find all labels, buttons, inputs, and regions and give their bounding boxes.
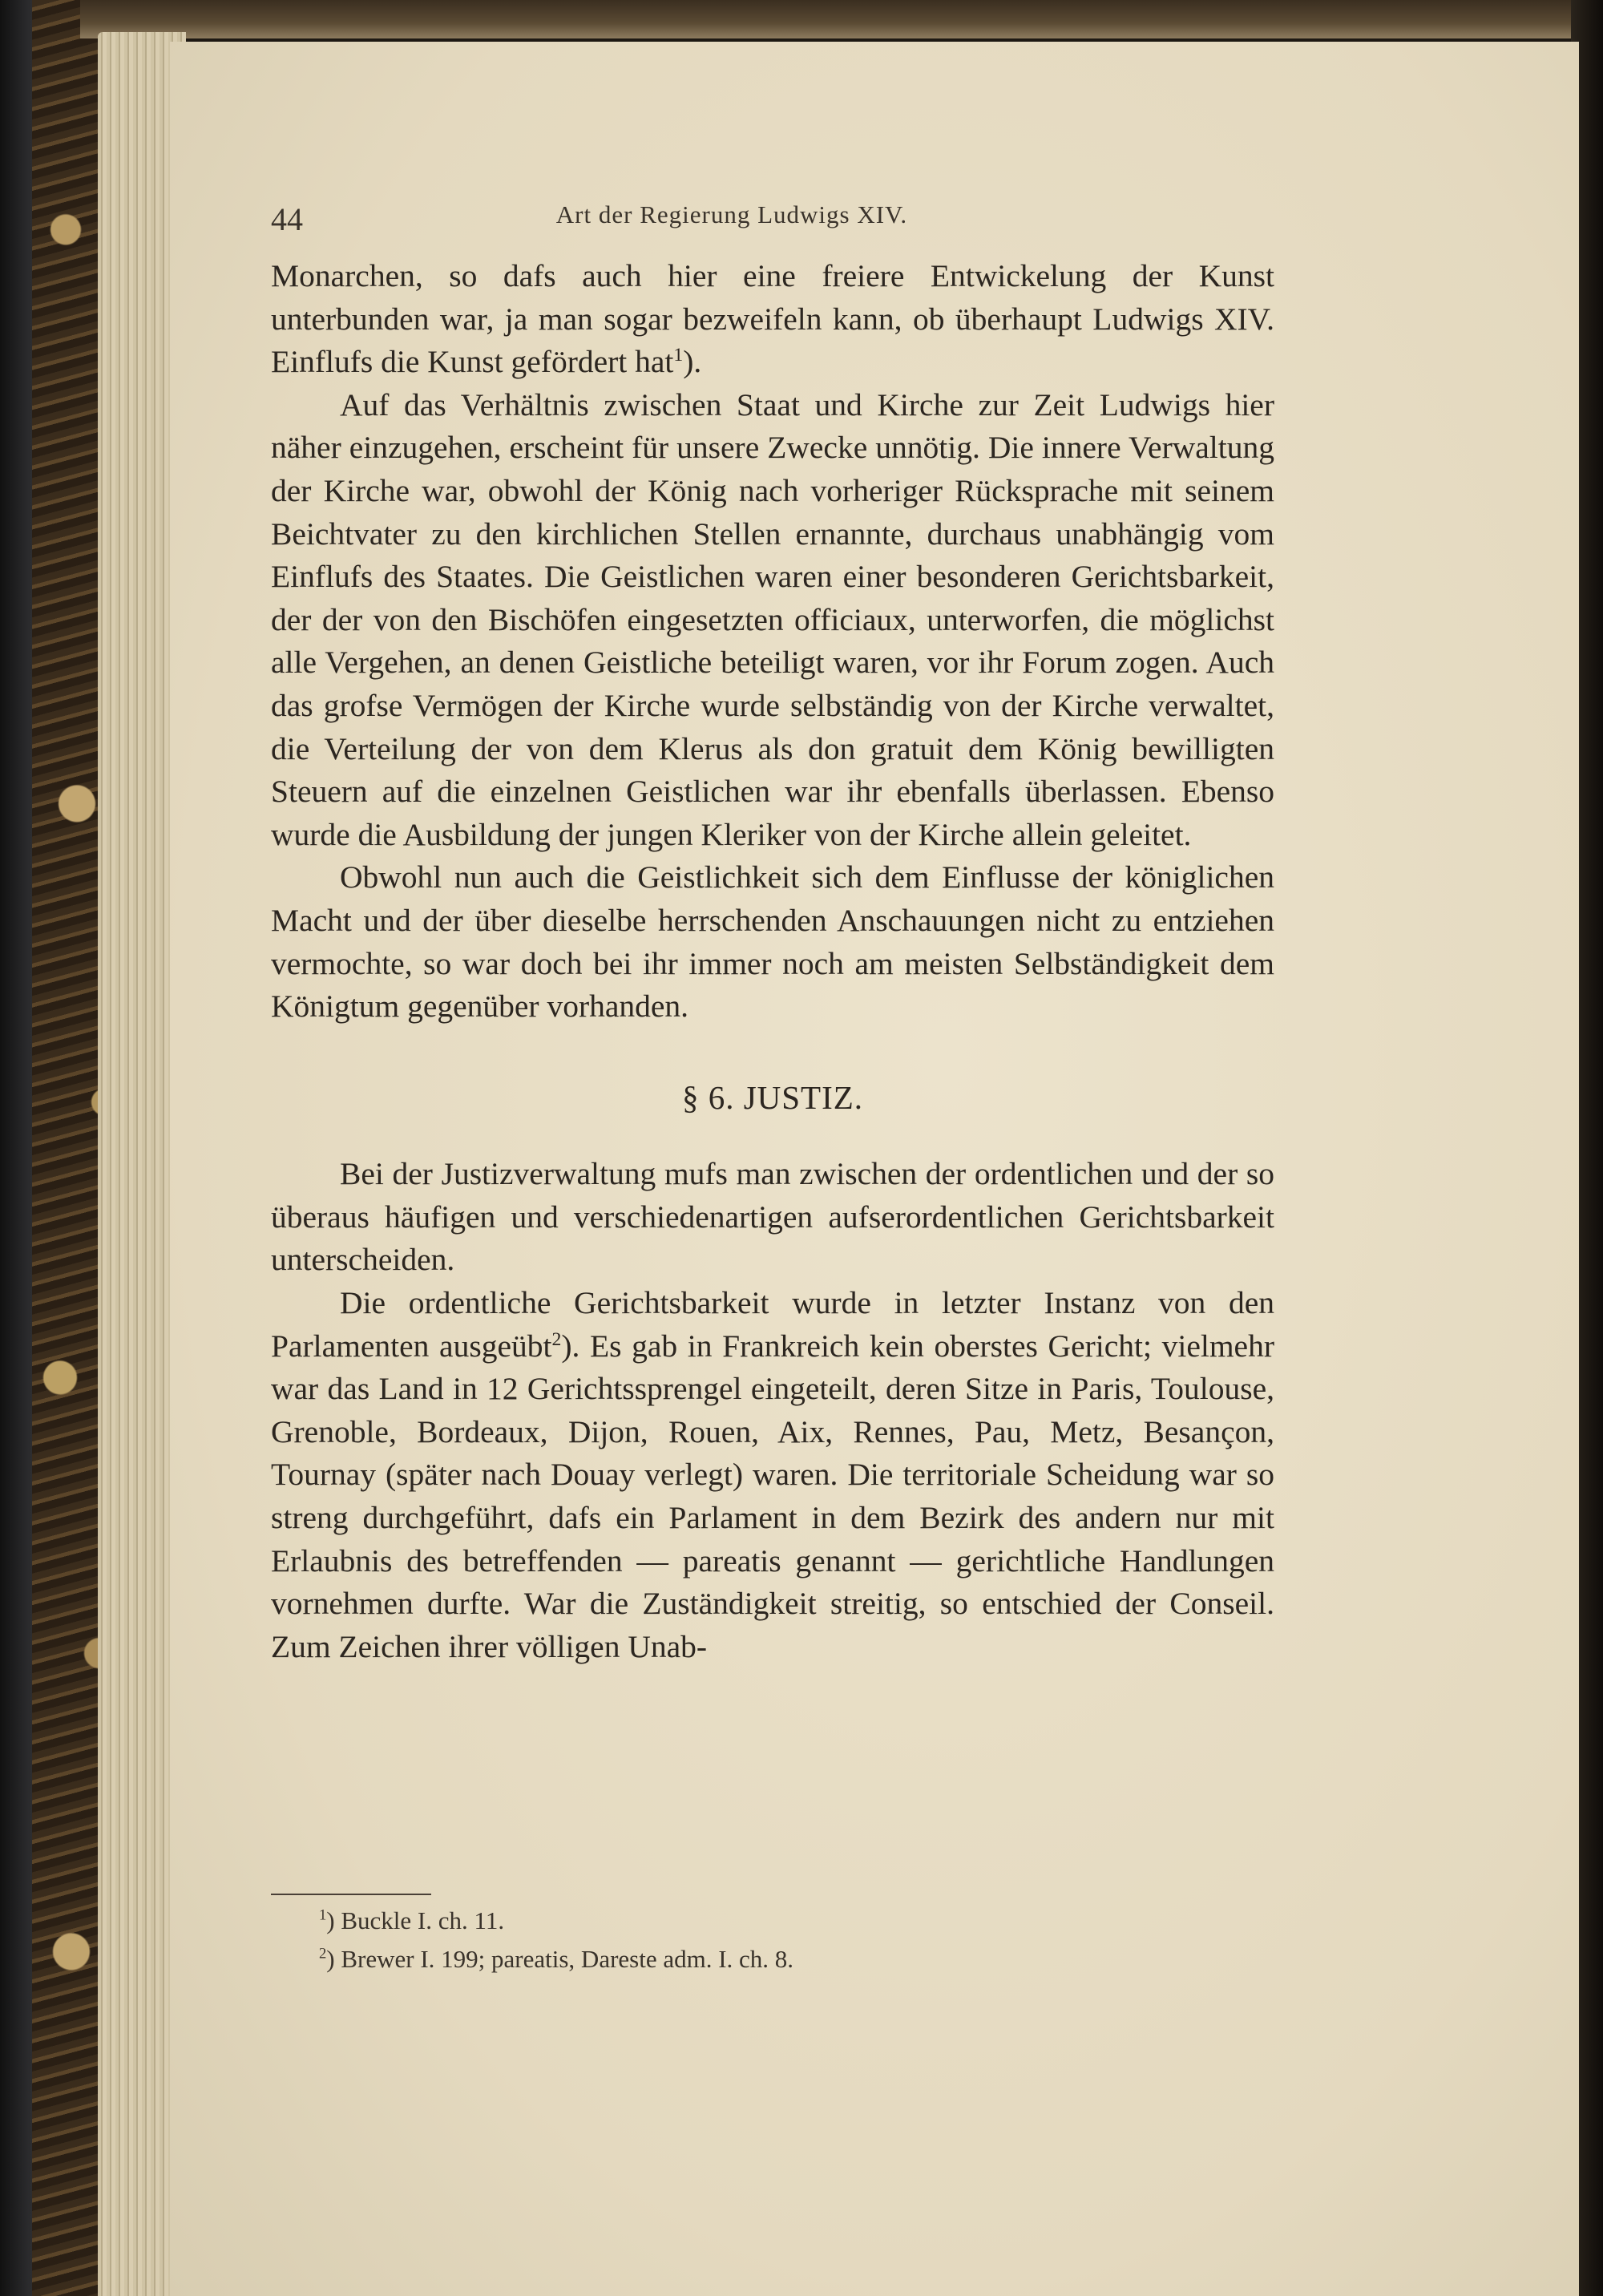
footnote-ref-2: 2 xyxy=(551,1328,562,1350)
running-title: Art der Regierung Ludwigs XIV. xyxy=(555,200,908,228)
body-text xyxy=(271,255,1274,1668)
paragraph-5: Die ordentliche Gerichtsbarkeit wurde in letzter Instanz von den Parlamenten ausgeübt$^2$). Es gab in Frankreich kein oberstes Gericht; vielmehr war das Land in 12 Gerichtssprengel eingeteilt, deren Sitze in Paris, Toulouse, Grenoble, Bordeaux, Dijon, Rouen, Aix, Rennes, Pau, Metz, Besançon, Tournay (später nach Douay verlegt) waren. Die territoriale Scheidung war so streng durchgeführt, dafs ein Parlament in dem Bezirk des andern nur mit Erlaubnis des betreffenden — pareatis genannt — gerichtliche Handlungen vornehmen durfte. War die Zuständigkeit streitig, so entschied der Conseil. Zum Zeichen ihrer völligen Unab- xyxy=(271,1285,1274,1664)
footnote-2: $^2$) Brewer I. 199; pareatis, Dareste adm. I. ch. 8. xyxy=(319,1945,794,1973)
page-number: 44 xyxy=(271,201,303,237)
section-heading: § 6. JUSTIZ. xyxy=(681,1078,864,1116)
top-page-edge xyxy=(80,0,1579,38)
footnote-divider xyxy=(271,1894,431,1895)
paragraph-3: Obwohl nun auch die Geistlichkeit sich dem Einflusse der königlichen Macht und der über dieselbe herrschenden Anschauungen nicht zu entziehen vermochte, so war doch bei ihr immer noch am meisten Selbständigkeit dem Königtum gegenüber vorhanden. xyxy=(271,859,1274,1025)
paragraph-2: Auf das Verhältnis zwischen Staat und Kirche zur Zeit Ludwigs hier näher einzugehen, erscheint für unsere Zwecke unnötig. Die innere Verwaltung der Kirche war, obwohl der König nach vorheriger Rücksprache mit seinem Beichtvater zu den kirchlichen Stellen ernannte, durchaus unabhängig vom Einflufs des Staates. Die Geistlichen waren einer besonderen Gerichtsbarkeit, der der von den Bischöfen eingesetzten officiaux, unterworfen, die möglichst alle Vergehen, an denen Geistliche beteiligt waren, vor ihr Forum zogen. Auch das grofse Vermögen der Kirche wurde selbständig von der Kirche verwaltet, die Verteilung der von dem Klerus als don gratuit dem König bewilligten Steuern auf die einzelnen Geistlichen war ihr ebenfalls überlassen. Ebenso wurde die Ausbildung der jungen Kleriker von der Kirche allein geleitet. xyxy=(271,386,1274,852)
footnotes xyxy=(319,1902,1241,1979)
paragraph-4: Bei der Justizverwaltung mufs man zwischen der ordentlichen und der so überaus häufigen und verschiedenartigen aufserordentlichen Gerichtsbarkeit unterscheiden. xyxy=(271,1156,1274,1278)
page-header xyxy=(271,191,1193,239)
paragraph-1: Monarchen, so dafs auch hier eine freiere Entwickelung der Kunst unterbunden war, ja man sogar bezweifeln kann, ob überhaupt Ludwigs XIV. Einflufs die Kunst gefördert hat$^1$). xyxy=(271,258,1274,380)
footnote-ref-1: 1 xyxy=(673,345,684,366)
footnote-1: $^1$) Buckle I. ch. 11. xyxy=(319,1906,505,1934)
